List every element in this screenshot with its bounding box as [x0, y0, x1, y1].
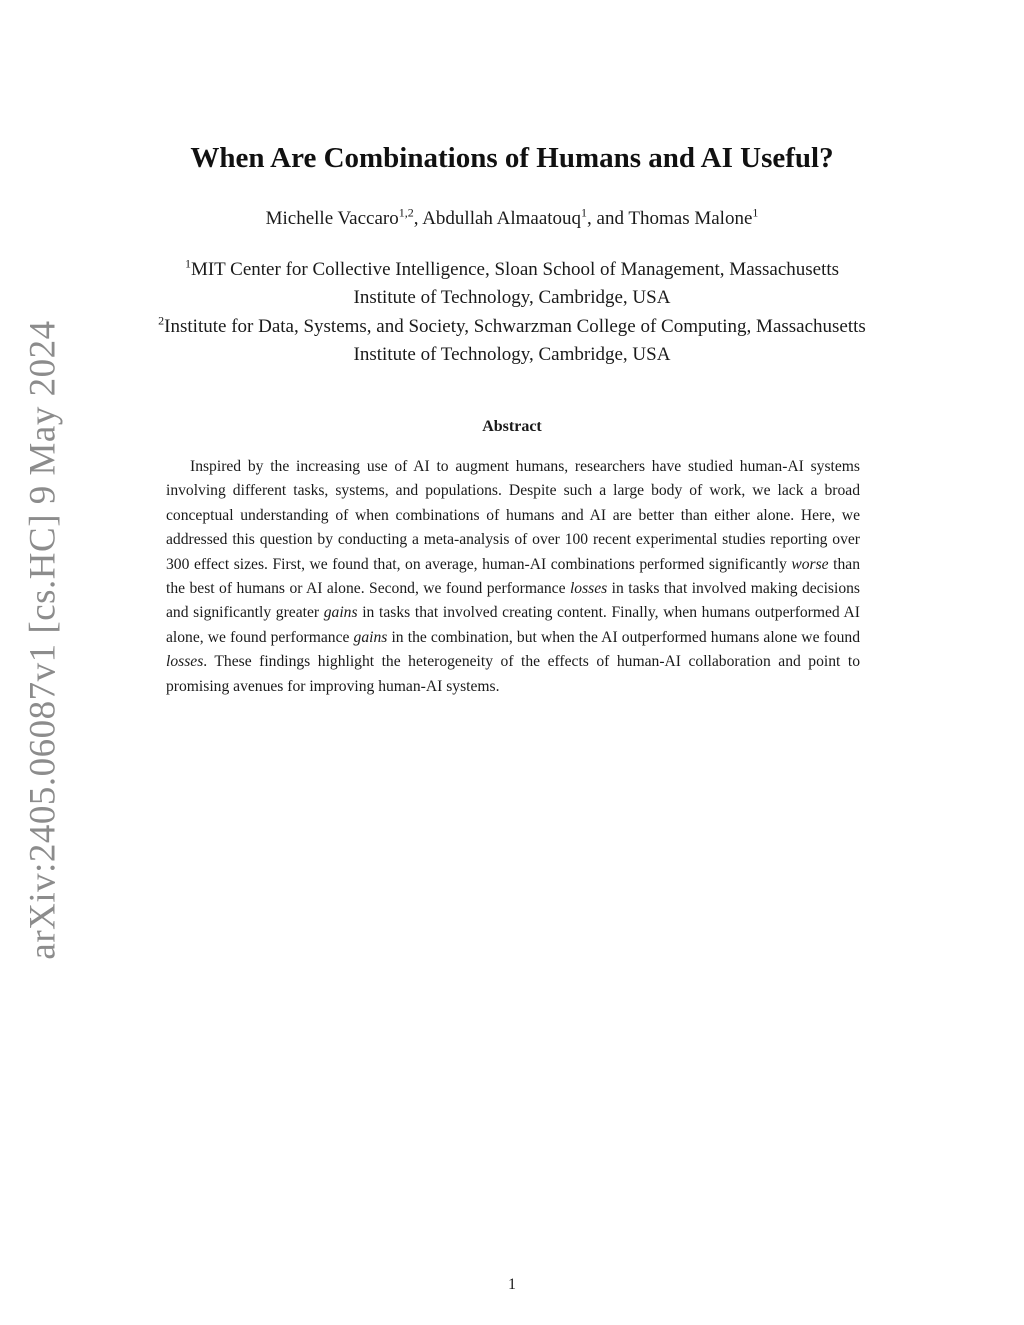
abstract-emphasis: losses [569, 580, 608, 598]
abstract-heading: Abstract [482, 418, 542, 435]
arxiv-identifier-stamp: arXiv:2405.06087v1 [cs.HC] 9 May 2024 [22, 320, 64, 960]
page-number: 1 [508, 1276, 516, 1293]
abstract-emphasis: worse [791, 555, 829, 573]
author-list [0, 205, 1024, 230]
affiliation-line: MIT Center for Collective Intelligence, Sloan School of Management, Massachusetts [190, 259, 840, 280]
author-name: Abdullah Almaatouq [422, 208, 582, 229]
abstract-text: in the combination, but when the AI outperformed humans alone we found [387, 628, 861, 646]
abstract-text: in tasks that involved making decisions and significantly greater [166, 580, 860, 622]
affiliation-2 [100, 313, 924, 369]
abstract-text: Inspired by the increasing use of AI to augment humans, researchers have studied human-AI systems involving different tasks, systems, and populations. Despite such a large body of work, we lack a broad conceptual understanding of when combinations of humans and AI are better than either alone. Here, we addressed this question by conducting a meta-analysis of over 100 recent experimental studies reporting over 300 effect sizes. First, we found that, on average, human-AI combinations performed significantly [166, 458, 860, 573]
abstract-text: in tasks that involved creating content. Finally, when humans outperformed AI alone, we found performance [166, 604, 860, 646]
abstract-emphasis: gains [323, 604, 358, 622]
affiliation-line: Institute of Technology, Cambridge, USA [353, 344, 671, 365]
author-name: Thomas Malone [628, 208, 753, 229]
abstract-body [166, 455, 860, 699]
author-affiliation-marker: 1 [581, 205, 588, 220]
paper-title: When Are Combinations of Humans and AI Useful? [190, 142, 834, 174]
author-affiliation-marker: 1,2 [398, 205, 414, 220]
author-separator: , and [587, 208, 629, 229]
affiliation-marker: 2 [158, 313, 165, 328]
author-name: Michelle Vaccaro [265, 208, 399, 229]
affiliation-marker: 1 [184, 256, 191, 271]
abstract-emphasis: losses [166, 653, 204, 671]
affiliation-line: Institute for Data, Systems, and Society, Schwarzman College of Computing, Massachusetts [164, 316, 866, 337]
abstract-text: . These findings highlight the heterogeneity of the effects of human-AI collaboration and point to promising avenues for improving human-AI systems. [166, 653, 860, 695]
abstract-emphasis: gains [353, 628, 388, 646]
affiliation-1 [100, 256, 924, 312]
abstract-text: than the best of humans or AI alone. Second, we found performance [166, 555, 860, 598]
author-affiliation-marker: 1 [752, 205, 759, 220]
affiliation-line: Institute of Technology, Cambridge, USA [353, 287, 671, 308]
author-separator: , [413, 208, 423, 229]
